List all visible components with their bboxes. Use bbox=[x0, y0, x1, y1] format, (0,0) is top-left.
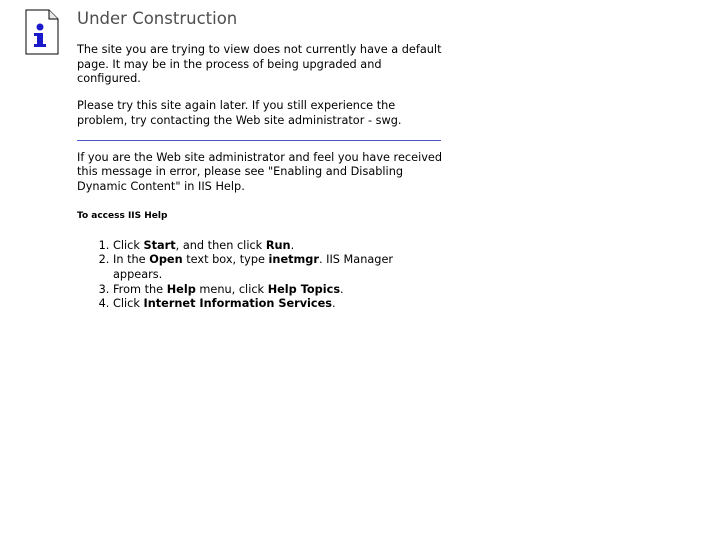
divider bbox=[77, 140, 441, 141]
no-default-page-message: The site you are trying to view does not currently have a default page. It may be in the process of being upgraded and configured. bbox=[77, 43, 442, 86]
try-again-message: Please try this site again later. If you still experience the problem, try contacting the Web site administrator - swg. bbox=[77, 99, 402, 127]
help-heading: To access IIS Help bbox=[77, 210, 168, 221]
list-item: 4. Click Internet Information Services. bbox=[113, 297, 443, 312]
list-item: 3. From the Help menu, click Help Topics. bbox=[113, 283, 443, 298]
main-content bbox=[77, 8, 443, 312]
help-steps-list bbox=[77, 239, 443, 313]
info-document-icon bbox=[25, 9, 59, 55]
list-item: 2. In the Open text box, type inetmgr. IIS Manager appears. bbox=[113, 253, 443, 282]
list-item: 1. Click Start, and then click Run. bbox=[113, 239, 443, 254]
page-title: Under Construction bbox=[77, 9, 238, 28]
administrator-message: If you are the Web site administrator and feel you have received this message in error, please see "Enabling and Disabling Dynamic Content" in IIS Help. bbox=[77, 150, 443, 193]
